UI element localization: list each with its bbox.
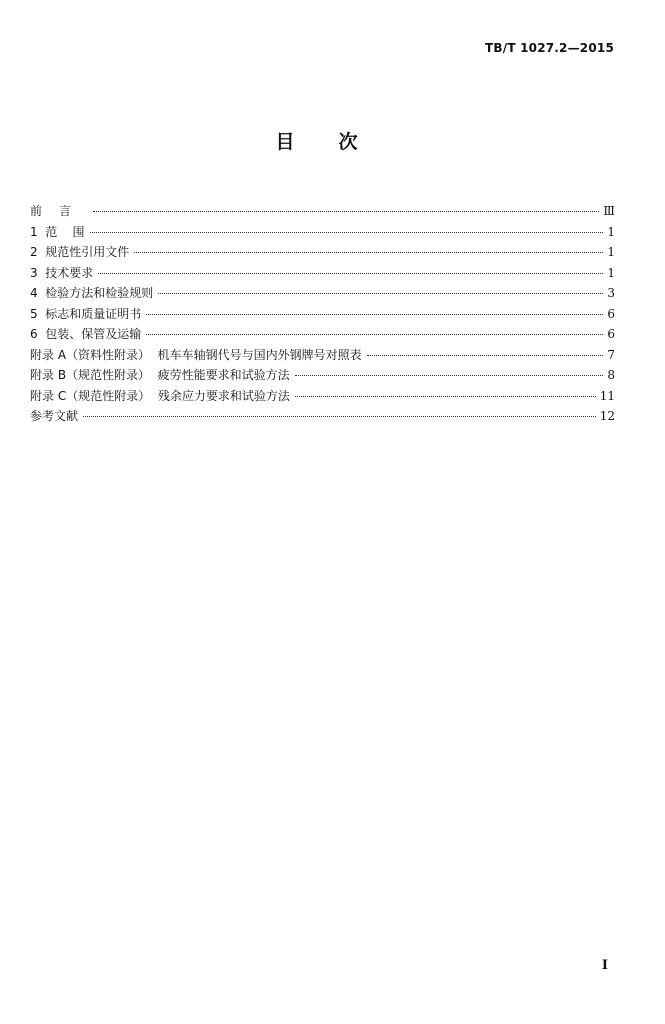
toc-entry-foreword[interactable] bbox=[30, 201, 615, 222]
toc-entry-page: 1 bbox=[607, 224, 615, 239]
toc-entry-page: 11 bbox=[599, 388, 615, 403]
toc-entry-label: 6 包装、保管及运输 bbox=[30, 327, 142, 341]
toc-entry-label: 4 检验方法和检验规则 bbox=[30, 286, 154, 300]
toc-entry-label: 前言 bbox=[30, 204, 89, 218]
toc-entry-annex-b[interactable] bbox=[30, 365, 615, 386]
toc-entry-page: 6 bbox=[607, 327, 615, 341]
toc-entry-label: 附录 C（规范性附录） 残余应力要求和试验方法 bbox=[30, 388, 290, 403]
toc-entry-page: Ⅲ bbox=[603, 204, 615, 218]
toc-dot-leader bbox=[146, 334, 603, 335]
page-title: 目次 bbox=[275, 131, 402, 153]
toc-dot-leader bbox=[295, 375, 603, 376]
toc-dot-leader bbox=[146, 314, 603, 315]
toc-entry-page: 1 bbox=[607, 265, 615, 280]
toc-entry-label: 3 技术要求 bbox=[30, 265, 94, 280]
toc-entry-inspection-methods[interactable] bbox=[30, 283, 615, 304]
toc-dot-leader bbox=[83, 416, 596, 417]
toc-entry-bibliography[interactable] bbox=[30, 406, 615, 427]
toc-entry-marking-certificate[interactable] bbox=[30, 304, 615, 325]
toc-entry-label: 附录 B（规范性附录） 疲劳性能要求和试验方法 bbox=[30, 368, 290, 382]
toc-dot-leader bbox=[295, 396, 596, 397]
page-number: I bbox=[601, 958, 608, 973]
toc-entry-annex-c[interactable] bbox=[30, 386, 615, 407]
toc-entry-page: 12 bbox=[599, 409, 615, 423]
toc-entry-packaging-storage-transport[interactable] bbox=[30, 324, 615, 345]
toc-entry-annex-a[interactable] bbox=[30, 345, 615, 366]
toc-entry-page: 8 bbox=[607, 368, 615, 382]
toc-entry-label: 2 规范性引用文件 bbox=[30, 245, 130, 259]
toc-dot-leader bbox=[158, 293, 603, 294]
toc-entry-technical-requirements[interactable] bbox=[30, 263, 615, 284]
toc-dot-leader bbox=[93, 211, 599, 212]
toc-entry-label: 参考文献 bbox=[30, 409, 79, 423]
toc-entry-normative-references[interactable] bbox=[30, 242, 615, 263]
toc-entry-page: 3 bbox=[607, 286, 615, 300]
toc-entry-label: 5 标志和质量证明书 bbox=[30, 306, 142, 321]
toc-entry-page: 1 bbox=[607, 245, 615, 259]
toc-entry-page: 6 bbox=[607, 306, 615, 321]
standard-number: TB/T 1027.2—2015 bbox=[485, 41, 614, 55]
toc-dot-leader bbox=[98, 273, 603, 274]
toc-dot-leader bbox=[367, 355, 603, 356]
table-of-contents bbox=[30, 201, 615, 427]
toc-dot-leader bbox=[90, 232, 603, 233]
toc-entry-label: 1 范 围 bbox=[30, 224, 85, 239]
toc-entry-scope[interactable] bbox=[30, 222, 615, 243]
toc-entry-page: 7 bbox=[607, 347, 615, 362]
toc-dot-leader bbox=[134, 252, 603, 253]
toc-entry-label: 附录 A（资料性附录） 机车车轴钢代号与国内外钢牌号对照表 bbox=[30, 347, 362, 362]
